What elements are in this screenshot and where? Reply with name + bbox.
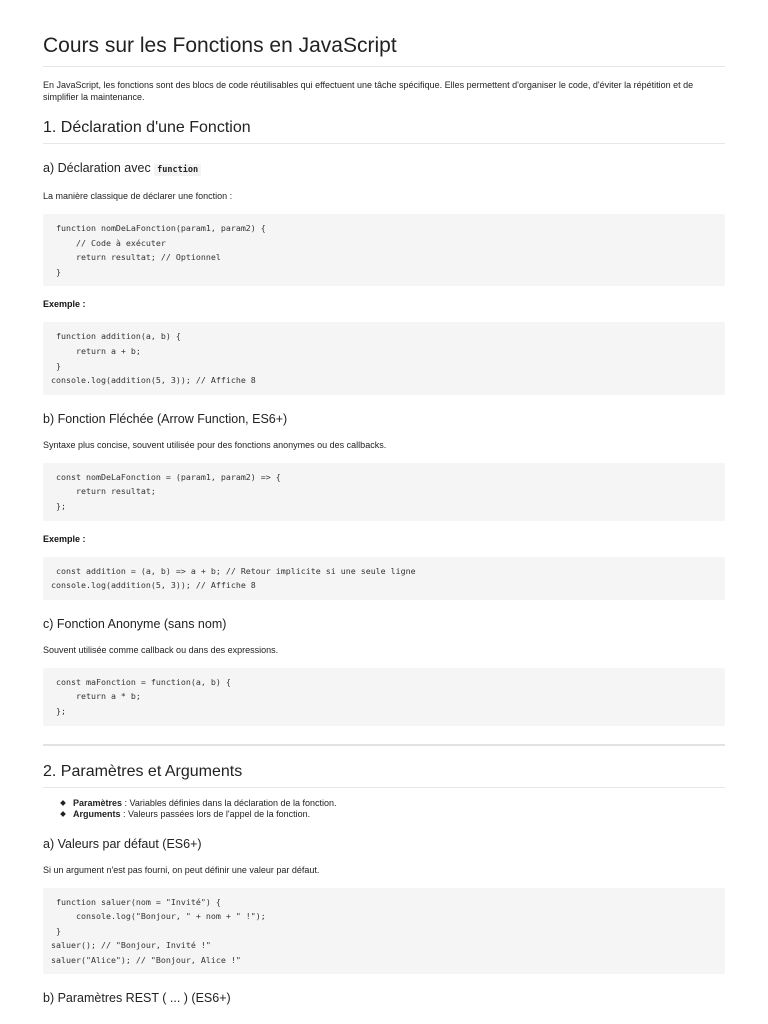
- code-block-1a-syntax[interactable]: [43, 214, 725, 286]
- example-label: Exemple :: [43, 533, 86, 544]
- subsection-2a-text: Si un argument n'est pas fourni, on peut définir une valeur par défaut.: [43, 864, 320, 875]
- code-block-2a[interactable]: [43, 888, 725, 975]
- code-line: const nomDeLaFonction = (param1, param2) => {: [51, 471, 281, 482]
- section-1-heading: 1. Déclaration d'une Fonction: [43, 118, 725, 144]
- code-line: function addition(a, b) {: [51, 331, 181, 342]
- code-line: // Code à exécuter: [51, 237, 166, 248]
- code-line: return resultat;: [51, 486, 156, 497]
- code-line: function saluer(nom = "Invité") {: [51, 896, 221, 907]
- code-line: return a + b;: [51, 345, 141, 356]
- list-item: [73, 798, 725, 809]
- code-block-1c[interactable]: [43, 668, 725, 726]
- definitions-list: [43, 798, 725, 820]
- code-line: function nomDeLaFonction(param1, param2) {: [51, 223, 266, 233]
- code-line: const maFonction = function(a, b) {: [51, 676, 231, 687]
- subsection-2a-heading: a) Valeurs par défaut (ES6+): [43, 836, 202, 851]
- intro-paragraph: En JavaScript, les fonctions sont des blocs de code réutilisables qui effectuent une tâche spécifique. Elles permettent d'organiser le code, d'éviter la répétition et de simplifier la maintenance.: [43, 80, 694, 102]
- subsection-1a-text: La manière classique de déclarer une fonction :: [43, 191, 233, 201]
- code-line: const addition = (a, b) => a + b; // Retour implicite si une seule ligne: [51, 565, 416, 576]
- page-title: Cours sur les Fonctions en JavaScript: [43, 34, 725, 67]
- code-block-1b-example[interactable]: [43, 557, 725, 600]
- code-line: console.log(addition(5, 3)); // Affiche 8: [51, 580, 256, 591]
- list-item-term: Paramètres: [73, 797, 123, 808]
- code-line: return resultat; // Optionnel: [51, 252, 221, 263]
- list-item-desc: : Valeurs passées lors de l'appel de la fonction.: [120, 808, 311, 819]
- subsection-1c-text: Souvent utilisée comme callback ou dans des expressions.: [43, 644, 279, 655]
- code-line: console.log("Bonjour, " + nom + " !");: [51, 911, 266, 922]
- list-item-term: Arguments: [73, 808, 121, 819]
- code-block-1a-example[interactable]: [43, 322, 725, 394]
- subsection-1b-heading: b) Fonction Fléchée (Arrow Function, ES6+): [43, 411, 288, 426]
- subsection-1b-text: Syntaxe plus concise, souvent utilisée pour des fonctions anonymes ou des callbacks.: [43, 439, 387, 450]
- subsection-1c-heading: c) Fonction Anonyme (sans nom): [43, 616, 227, 631]
- subsection-1a-heading: [43, 160, 725, 178]
- code-line: };: [51, 705, 66, 716]
- subsection-1a-heading-text: a) Déclaration avec: [43, 161, 155, 175]
- list-item: [73, 809, 725, 820]
- list-item-desc: : Variables définies dans la déclaration de la fonction.: [122, 797, 337, 808]
- subsection-2b-heading: b) Paramètres REST ( ... ) (ES6+): [43, 991, 231, 1006]
- example-label: Exemple :: [43, 299, 86, 310]
- code-line: };: [51, 500, 66, 511]
- code-line: saluer("Alice"); // "Bonjour, Alice !": [51, 954, 241, 965]
- code-line: }: [51, 360, 61, 371]
- code-line: saluer(); // "Bonjour, Invité !": [51, 940, 211, 951]
- code-line: return a * b;: [51, 691, 141, 702]
- code-line: console.log(addition(5, 3)); // Affiche 8: [51, 375, 256, 386]
- code-line: }: [51, 266, 61, 277]
- section-divider: [43, 744, 725, 746]
- code-line: }: [51, 925, 61, 936]
- code-block-1b-syntax[interactable]: [43, 463, 725, 521]
- inline-code-function: function: [154, 164, 201, 176]
- section-2-heading: 2. Paramètres et Arguments: [43, 762, 725, 788]
